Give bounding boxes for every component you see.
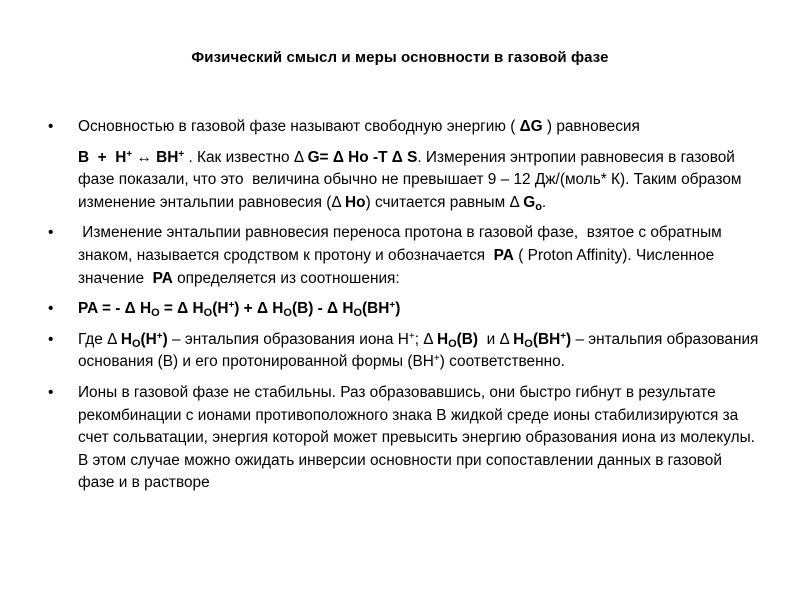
slide-title: Физический смысл и меры основности в газовой фазе — [191, 49, 609, 66]
paragraph-basicity-definition: Основностью в газовой фазе называют свободную энергию ( ΔG ) равновесия — [78, 118, 640, 135]
bullet-marker: • — [48, 224, 54, 242]
slide-content — [48, 116, 760, 495]
bullet-item-1 — [48, 116, 760, 214]
paragraph-gas-phase-ions: Ионы в газовой фазе не стабильны. Раз образовавшись, они быстро гибнут в результате рекомбинации с ионами противоположного знака В жидкой среде ионы стабилизируются за счет сольватации, энергия которой может превысить энергию образования иона из молекулы. В этом случае можно ожидать инверсии основности при сопоставлении данных в газовой фазе и в растворе — [78, 383, 755, 492]
bullet-marker: • — [48, 118, 54, 135]
paragraph-proton-affinity: Изменение энтальпии равновесия переноса протона в газовой фазе, взятое с обратным знаком, называется сродством к протону и обозначается PA ( Proton Affinity). Численное значение PA определяется из соотношения: — [78, 224, 722, 287]
bullet-marker: • — [48, 383, 54, 401]
bullet-item-2 — [48, 222, 760, 290]
bullet-marker: • — [48, 330, 54, 348]
bullet-marker: • — [48, 300, 54, 318]
bullet-item-4 — [48, 329, 760, 374]
paragraph-enthalpy-terms: Где Δ $H_O(H^+)$ – энтальпия образования иона H+; Δ $H_O(B)$ и Δ $H_O(BH^+)$ – энтальпия образования основания (B) и его протонированной формы (BH+) соответственно. — [78, 330, 759, 371]
bullet-item-5 — [48, 382, 760, 495]
paragraph-pa-formula: PA = - Δ $H_O = \Delta$ $H_O(H^+) + \Delta$ $H_O(B)$ - Δ $H_O(BH^+)$ — [78, 300, 401, 320]
bullet-item-3 — [48, 298, 760, 321]
paragraph-equilibrium-equation: B + H+ ↔ BH+ . Как известно Δ G= Δ Ho -T Δ S. Измерения энтропии равновесия в газовой фазе показали, что это величина обычно не превышает 9 – 12 Дж/(моль* К). Таким образом изменение энтальпии равновесия (Δ Ho) считается равным Δ $G_o$. — [78, 148, 742, 213]
